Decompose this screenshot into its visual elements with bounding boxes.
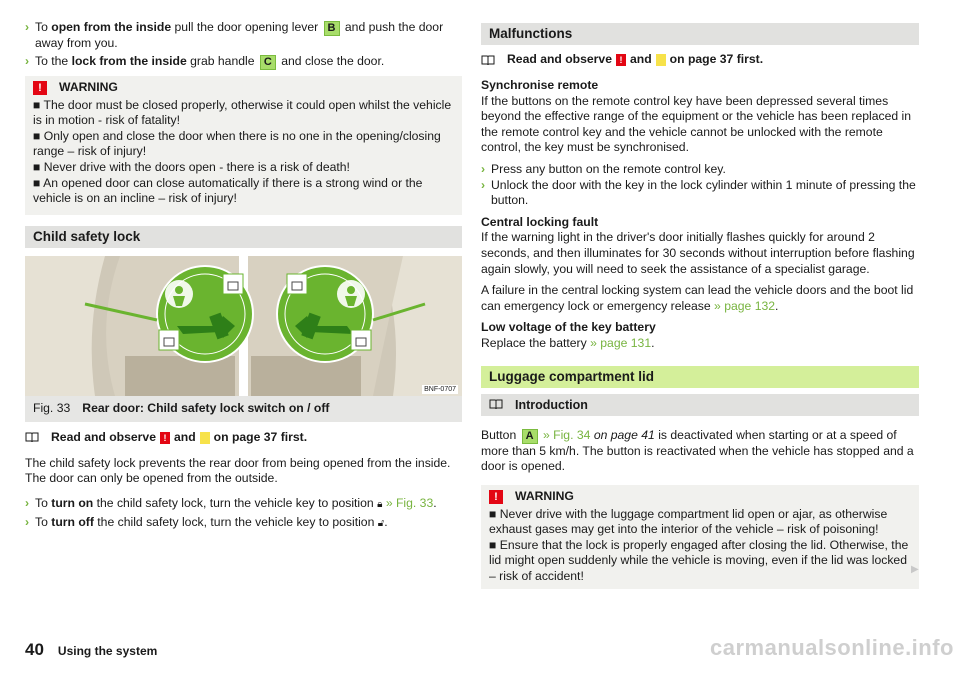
warning-mark-icon: !	[160, 432, 170, 444]
warning-box	[25, 76, 462, 215]
key-b-badge: B	[324, 21, 340, 36]
book-icon	[481, 55, 495, 66]
warning-item: ■ The door must be closed properly, otherwise it could open whilst the vehicle is in motion - risk of fatality!	[33, 97, 452, 128]
figure-caption	[25, 396, 462, 422]
button-a-description: Button A » Fig. 34 on page 41 is deactivated when starting or at a speed of more than 5 km/h. The button is reactivated when the vehicle has stopped and a door is opened.	[481, 427, 914, 474]
arrow-icon: ›	[25, 20, 30, 34]
chapter-title: Using the system	[57, 644, 158, 658]
fault-title: Central locking fault	[481, 214, 599, 229]
book-icon	[489, 399, 503, 410]
section-heading-child-safety-lock: Child safety lock	[25, 226, 462, 248]
fig-34-link[interactable]: » Fig. 34	[542, 427, 591, 442]
arrow-icon: ›	[481, 161, 486, 176]
read-and-observe-note: Read and observe ! and on page 37 first.	[481, 52, 919, 68]
warning-icon: !	[489, 490, 503, 504]
lock-open-icon: 🔓︎	[377, 517, 385, 529]
right-column	[481, 23, 919, 589]
figure-code: BNF-0707	[424, 385, 456, 393]
watermark: carmanualsonline.info	[710, 635, 954, 660]
failure-body: A failure in the central locking system can lead the vehicle doors and the boot lid can emergency lock or emergency release » page 132.	[481, 283, 914, 313]
figure-caption-text: Rear door: Child safety lock switch on / off	[82, 400, 330, 415]
sync-body: If the buttons on the remote control key have been depressed several times beyond the effective range of the equipment or the vehicle has been replaced in the remote control key and the vehicle cannot be unlocked with the remote control, the key must be synchronised.	[481, 93, 912, 155]
low-voltage-body: Replace the battery » page 131.	[481, 335, 655, 350]
arrow-icon: ›	[481, 177, 486, 192]
child-lock-illustration	[25, 256, 462, 396]
book-icon	[25, 432, 39, 443]
lock-closed-icon: 🔒︎	[377, 498, 383, 510]
warning-item: ■ An opened door can close automatically if there is a strong wind or the vehicle is on an incline – risk of injury!	[33, 175, 423, 206]
sync-title: Synchronise remote	[481, 78, 599, 92]
read-and-observe-note: Read and observe ! and on page 37 first.	[25, 430, 462, 446]
note-mark-icon	[200, 432, 210, 444]
warning-title: ! WARNING	[489, 487, 911, 507]
warning-item: ■ Never drive with the luggage compartment lid open or ajar, as otherwise exhaust gases may get into the interior of the vehicle – risk of poisoning!	[489, 506, 888, 537]
warning-item: ■ Never drive with the doors open - there is a risk of death!	[33, 159, 350, 174]
arrow-icon: ›	[25, 495, 30, 510]
fault-body: If the warning light in the driver's door initially flashes quickly for around 2 seconds, and then illuminates for 30 seconds without interruption before flashing again slowly, you will need to seek the assistance of a specialist garage.	[481, 230, 915, 276]
section-heading-malfunctions: Malfunctions	[481, 23, 919, 45]
page-132-link[interactable]: » page 132	[714, 298, 776, 313]
section-heading-luggage-lid: Luggage compartment lid	[481, 366, 919, 388]
child-lock-description: The child safety lock prevents the rear door from being opened from the inside. The door can only be opened from the outside.	[25, 455, 451, 486]
warning-box	[481, 485, 919, 589]
figure-number: Fig. 33	[33, 400, 71, 415]
open-from-inside-step: › To open from the inside pull the door opening lever B and push the door away from you.	[25, 20, 444, 50]
arrow-icon: ›	[25, 514, 30, 529]
key-a-badge: A	[522, 429, 538, 444]
page-footer	[25, 642, 157, 660]
warning-icon: !	[33, 81, 47, 95]
warning-item: ■ Ensure that the lock is properly engaged after closing the lid. Otherwise, the lid might open suddenly while the vehicle is moving, even if the lid was locked – risk of accident!	[489, 537, 909, 584]
sync-step: › Unlock the door with the key in the lock cylinder within 1 minute of pressing the button.	[481, 177, 916, 208]
note-mark-icon	[656, 54, 666, 66]
left-column	[25, 20, 462, 531]
page-131-link[interactable]: » page 131	[590, 335, 652, 350]
arrow-icon: ›	[25, 53, 30, 68]
warning-item: ■ Only open and close the door when there is no one in the opening/closing range – risk of injury!	[33, 128, 441, 159]
key-c-badge: C	[260, 55, 276, 70]
warning-title: ! WARNING	[33, 78, 454, 98]
continue-arrow-icon: ▶	[911, 564, 919, 575]
warning-mark-icon: !	[616, 54, 626, 66]
fig-33-link[interactable]: » Fig. 33	[385, 495, 434, 510]
figure-image	[25, 256, 462, 396]
sync-step: › Press any button on the remote control key.	[481, 161, 726, 176]
turn-on-step: › To turn on the child safety lock, turn the vehicle key to position 🔒︎ » Fig. 33.	[25, 495, 437, 510]
low-voltage-title: Low voltage of the key battery	[481, 320, 656, 335]
subheading-introduction: Introduction	[481, 394, 919, 416]
lock-from-inside-step: › To the lock from the inside grab handle C and close the door.	[25, 53, 385, 68]
turn-off-step: › To turn off the child safety lock, turn the vehicle key to position 🔓︎.	[25, 514, 388, 529]
page-number: 40	[25, 640, 44, 659]
